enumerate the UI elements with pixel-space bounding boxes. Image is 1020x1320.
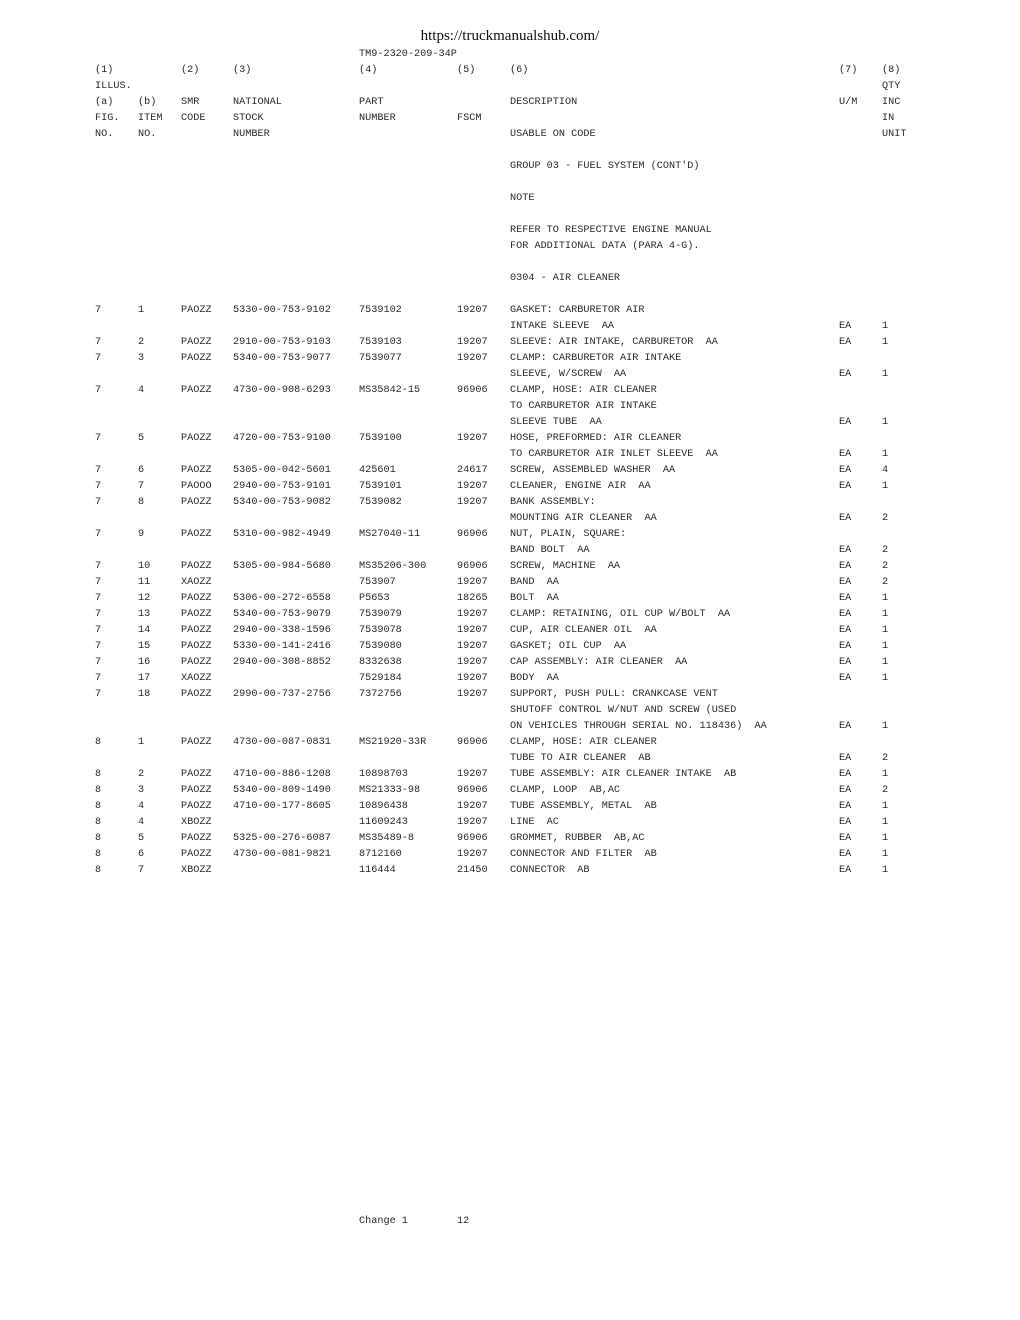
quantity: 1: [882, 449, 889, 460]
part-number: 10896438: [359, 801, 408, 812]
unit-of-measure: EA: [839, 721, 852, 732]
header-col-um: (7): [839, 65, 858, 76]
fscm-code: 19207: [457, 849, 488, 860]
item-number: 2: [138, 769, 145, 780]
part-description: GROMMET, RUBBER AB,AC: [510, 833, 645, 844]
fscm-code: 96906: [457, 561, 488, 572]
fig-number: 7: [95, 625, 102, 636]
quantity: 1: [882, 593, 889, 604]
smr-code: XBOZZ: [181, 865, 212, 876]
part-description: INTAKE SLEEVE AA: [510, 321, 614, 332]
national-stock-number: 2940-00-753-9101: [233, 481, 331, 492]
item-number: 3: [138, 353, 145, 364]
fscm-code: 19207: [457, 801, 488, 812]
header-col-um: U/M: [839, 97, 858, 108]
header-col-item: (b): [138, 97, 157, 108]
header-col-qty: UNIT: [882, 129, 907, 140]
fig-number: 7: [95, 497, 102, 508]
header-col-nsn: STOCK: [233, 113, 264, 124]
national-stock-number: 4720-00-753-9100: [233, 433, 331, 444]
smr-code: PAOZZ: [181, 641, 212, 652]
fig-number: 8: [95, 817, 102, 828]
national-stock-number: 5310-00-982-4949: [233, 529, 331, 540]
smr-code: PAOZZ: [181, 737, 212, 748]
part-description: SCREW, MACHINE AA: [510, 561, 621, 572]
unit-of-measure: EA: [839, 865, 852, 876]
fscm-code: 19207: [457, 689, 488, 700]
smr-code: PAOZZ: [181, 657, 212, 668]
quantity: 1: [882, 673, 889, 684]
part-number: 8712160: [359, 849, 402, 860]
quantity: 1: [882, 721, 889, 732]
quantity: 2: [882, 561, 889, 572]
part-description: CLAMP, LOOP AB,AC: [510, 785, 621, 796]
national-stock-number: 4730-00-081-9821: [233, 849, 331, 860]
part-description: TO CARBURETOR AIR INTAKE: [510, 401, 657, 412]
fscm-code: 24617: [457, 465, 488, 476]
smr-code: XAOZZ: [181, 577, 212, 588]
header-col-desc: USABLE ON CODE: [510, 129, 596, 140]
part-description: BODY AA: [510, 673, 559, 684]
item-number: 18: [138, 689, 151, 700]
national-stock-number: 4730-00-908-6293: [233, 385, 331, 396]
item-number: 8: [138, 497, 145, 508]
part-number: 7539078: [359, 625, 402, 636]
section-note-line: NOTE: [510, 193, 535, 204]
part-number: MS35489-8: [359, 833, 415, 844]
part-number: 7539100: [359, 433, 402, 444]
fscm-code: 19207: [457, 657, 488, 668]
header-col-smr: SMR: [181, 97, 200, 108]
part-description: SUPPORT, PUSH PULL: CRANKCASE VENT: [510, 689, 718, 700]
unit-of-measure: EA: [839, 625, 852, 636]
part-number: 7539079: [359, 609, 402, 620]
part-number: 7372756: [359, 689, 402, 700]
part-number: 7539077: [359, 353, 402, 364]
smr-code: PAOZZ: [181, 769, 212, 780]
item-number: 4: [138, 385, 145, 396]
section-note-line: REFER TO RESPECTIVE ENGINE MANUAL: [510, 225, 712, 236]
quantity: 1: [882, 609, 889, 620]
part-description: BAND BOLT AA: [510, 545, 590, 556]
part-description: GASKET; OIL CUP AA: [510, 641, 627, 652]
part-description: TO CARBURETOR AIR INLET SLEEVE AA: [510, 449, 718, 460]
fscm-code: 21450: [457, 865, 488, 876]
fig-number: 8: [95, 785, 102, 796]
quantity: 1: [882, 801, 889, 812]
smr-code: PAOZZ: [181, 529, 212, 540]
header-col-smr: CODE: [181, 113, 206, 124]
smr-code: PAOZZ: [181, 609, 212, 620]
quantity: 2: [882, 545, 889, 556]
part-description: CLAMP, HOSE: AIR CLEANER: [510, 385, 657, 396]
part-description: SLEEVE TUBE AA: [510, 417, 602, 428]
quantity: 1: [882, 417, 889, 428]
smr-code: PAOZZ: [181, 385, 212, 396]
part-number: 425601: [359, 465, 396, 476]
quantity: 1: [882, 657, 889, 668]
header-col-fig: NO.: [95, 129, 114, 140]
header-col-nsn: NATIONAL: [233, 97, 282, 108]
national-stock-number: 5340-00-753-9082: [233, 497, 331, 508]
unit-of-measure: EA: [839, 465, 852, 476]
unit-of-measure: EA: [839, 817, 852, 828]
part-description: CLAMP: RETAINING, OIL CUP W/BOLT AA: [510, 609, 731, 620]
unit-of-measure: EA: [839, 609, 852, 620]
header-col-fig: ILLUS.: [95, 81, 132, 92]
fig-number: 7: [95, 385, 102, 396]
item-number: 16: [138, 657, 151, 668]
unit-of-measure: EA: [839, 769, 852, 780]
header-col-part: (4): [359, 65, 378, 76]
fig-number: 7: [95, 593, 102, 604]
part-number: P5653: [359, 593, 390, 604]
header-col-qty: (8): [882, 65, 901, 76]
part-description: SLEEVE: AIR INTAKE, CARBURETOR AA: [510, 337, 718, 348]
unit-of-measure: EA: [839, 753, 852, 764]
smr-code: PAOZZ: [181, 305, 212, 316]
fig-number: 7: [95, 641, 102, 652]
unit-of-measure: EA: [839, 593, 852, 604]
part-description: LINE AC: [510, 817, 559, 828]
header-col-qty: INC: [882, 97, 901, 108]
smr-code: XBOZZ: [181, 817, 212, 828]
quantity: 2: [882, 785, 889, 796]
smr-code: PAOZZ: [181, 801, 212, 812]
part-description: TUBE ASSEMBLY, METAL AB: [510, 801, 657, 812]
part-description: NUT, PLAIN, SQUARE:: [510, 529, 627, 540]
fig-number: 8: [95, 849, 102, 860]
section-note-line: 0304 - AIR CLEANER: [510, 273, 621, 284]
part-description: SCREW, ASSEMBLED WASHER AA: [510, 465, 676, 476]
header-col-qty: IN: [882, 113, 895, 124]
quantity: 1: [882, 833, 889, 844]
quantity: 2: [882, 513, 889, 524]
quantity: 1: [882, 769, 889, 780]
unit-of-measure: EA: [839, 785, 852, 796]
fscm-code: 19207: [457, 609, 488, 620]
fig-number: 8: [95, 865, 102, 876]
item-number: 3: [138, 785, 145, 796]
national-stock-number: 4710-00-886-1208: [233, 769, 331, 780]
fscm-code: 96906: [457, 737, 488, 748]
site-url-link[interactable]: https://truckmanualshub.com/: [420, 28, 600, 44]
national-stock-number: 5330-00-141-2416: [233, 641, 331, 652]
unit-of-measure: EA: [839, 849, 852, 860]
smr-code: PAOZZ: [181, 353, 212, 364]
header-col-item: NO.: [138, 129, 157, 140]
smr-code: PAOZZ: [181, 849, 212, 860]
smr-code: PAOZZ: [181, 689, 212, 700]
part-description: TUBE ASSEMBLY: AIR CLEANER INTAKE AB: [510, 769, 737, 780]
footer-change-label: Change 1: [359, 1216, 408, 1227]
item-number: 1: [138, 737, 145, 748]
document-id: TM9-2320-209-34P: [359, 49, 457, 60]
item-number: 14: [138, 625, 151, 636]
header-col-fig: (1): [95, 65, 114, 76]
unit-of-measure: EA: [839, 481, 852, 492]
fig-number: 8: [95, 801, 102, 812]
fig-number: 7: [95, 609, 102, 620]
item-number: 10: [138, 561, 151, 572]
smr-code: XAOZZ: [181, 673, 212, 684]
header-col-part: NUMBER: [359, 113, 396, 124]
fscm-code: 19207: [457, 353, 488, 364]
fig-number: 7: [95, 561, 102, 572]
item-number: 13: [138, 609, 151, 620]
quantity: 1: [882, 337, 889, 348]
national-stock-number: 2940-00-308-8852: [233, 657, 331, 668]
unit-of-measure: EA: [839, 417, 852, 428]
part-description: CONNECTOR AND FILTER AB: [510, 849, 657, 860]
smr-code: PAOZZ: [181, 433, 212, 444]
item-number: 6: [138, 849, 145, 860]
header-col-nsn: NUMBER: [233, 129, 270, 140]
part-number: 7529184: [359, 673, 402, 684]
fig-number: 7: [95, 337, 102, 348]
unit-of-measure: EA: [839, 449, 852, 460]
part-number: MS27040-11: [359, 529, 421, 540]
part-number: 7539082: [359, 497, 402, 508]
fscm-code: 96906: [457, 785, 488, 796]
quantity: 1: [882, 817, 889, 828]
quantity: 1: [882, 321, 889, 332]
page-number: 12: [457, 1216, 470, 1227]
unit-of-measure: EA: [839, 657, 852, 668]
quantity: 1: [882, 849, 889, 860]
part-description: GASKET: CARBURETOR AIR: [510, 305, 645, 316]
fscm-code: 19207: [457, 641, 488, 652]
smr-code: PAOZZ: [181, 497, 212, 508]
fscm-code: 19207: [457, 625, 488, 636]
part-description: CLAMP, HOSE: AIR CLEANER: [510, 737, 657, 748]
section-note-line: FOR ADDITIONAL DATA (PARA 4-G).: [510, 241, 700, 252]
unit-of-measure: EA: [839, 673, 852, 684]
smr-code: PAOZZ: [181, 337, 212, 348]
smr-code: PAOZZ: [181, 593, 212, 604]
fscm-code: 19207: [457, 817, 488, 828]
part-description: BOLT AA: [510, 593, 559, 604]
fscm-code: 19207: [457, 337, 488, 348]
part-number: 753907: [359, 577, 396, 588]
header-col-part: PART: [359, 97, 384, 108]
part-number: MS21920-33R: [359, 737, 427, 748]
part-description: CUP, AIR CLEANER OIL AA: [510, 625, 657, 636]
unit-of-measure: EA: [839, 561, 852, 572]
header-col-desc: (6): [510, 65, 529, 76]
fig-number: 7: [95, 529, 102, 540]
fscm-code: 96906: [457, 385, 488, 396]
header-col-smr: (2): [181, 65, 200, 76]
part-description: CLAMP: CARBURETOR AIR INTAKE: [510, 353, 682, 364]
fig-number: 7: [95, 305, 102, 316]
national-stock-number: 5330-00-753-9102: [233, 305, 331, 316]
national-stock-number: 5305-00-984-5680: [233, 561, 331, 572]
quantity: 4: [882, 465, 889, 476]
fscm-code: 19207: [457, 433, 488, 444]
header-col-qty: QTY: [882, 81, 901, 92]
item-number: 5: [138, 433, 145, 444]
smr-code: PAOOO: [181, 481, 212, 492]
part-number: 8332638: [359, 657, 402, 668]
item-number: 12: [138, 593, 151, 604]
national-stock-number: 2940-00-338-1596: [233, 625, 331, 636]
fig-number: 8: [95, 769, 102, 780]
header-col-fscm: (5): [457, 65, 476, 76]
part-number: 116444: [359, 865, 396, 876]
unit-of-measure: EA: [839, 369, 852, 380]
item-number: 6: [138, 465, 145, 476]
fig-number: 7: [95, 673, 102, 684]
unit-of-measure: EA: [839, 513, 852, 524]
national-stock-number: 2990-00-737-2756: [233, 689, 331, 700]
part-description: BANK ASSEMBLY:: [510, 497, 596, 508]
unit-of-measure: EA: [839, 321, 852, 332]
part-description: ON VEHICLES THROUGH SERIAL NO. 118436) AA: [510, 721, 767, 732]
fscm-code: 19207: [457, 769, 488, 780]
smr-code: PAOZZ: [181, 785, 212, 796]
part-description: TUBE TO AIR CLEANER AB: [510, 753, 651, 764]
fscm-code: 19207: [457, 305, 488, 316]
quantity: 1: [882, 369, 889, 380]
section-note-line: GROUP 03 - FUEL SYSTEM (CONT'D): [510, 161, 700, 172]
header-col-desc: DESCRIPTION: [510, 97, 578, 108]
item-number: 4: [138, 801, 145, 812]
unit-of-measure: EA: [839, 833, 852, 844]
item-number: 2: [138, 337, 145, 348]
quantity: 1: [882, 865, 889, 876]
part-number: 7539103: [359, 337, 402, 348]
header-col-item: ITEM: [138, 113, 163, 124]
fig-number: 7: [95, 433, 102, 444]
item-number: 15: [138, 641, 151, 652]
national-stock-number: 5340-00-753-9079: [233, 609, 331, 620]
fscm-code: 19207: [457, 577, 488, 588]
national-stock-number: 5340-00-753-9077: [233, 353, 331, 364]
item-number: 9: [138, 529, 145, 540]
fscm-code: 96906: [457, 833, 488, 844]
item-number: 1: [138, 305, 145, 316]
part-number: MS35842-15: [359, 385, 421, 396]
part-description: HOSE, PREFORMED: AIR CLEANER: [510, 433, 682, 444]
national-stock-number: 5305-00-042-5601: [233, 465, 331, 476]
part-description: CONNECTOR AB: [510, 865, 590, 876]
fig-number: 7: [95, 353, 102, 364]
national-stock-number: 5306-00-272-6558: [233, 593, 331, 604]
fig-number: 7: [95, 465, 102, 476]
national-stock-number: 4710-00-177-8605: [233, 801, 331, 812]
part-description: SHUTOFF CONTROL W/NUT AND SCREW (USED: [510, 705, 737, 716]
part-number: 7539101: [359, 481, 402, 492]
unit-of-measure: EA: [839, 545, 852, 556]
fscm-code: 96906: [457, 529, 488, 540]
unit-of-measure: EA: [839, 801, 852, 812]
fig-number: 8: [95, 737, 102, 748]
part-description: CAP ASSEMBLY: AIR CLEANER AA: [510, 657, 688, 668]
fscm-code: 19207: [457, 481, 488, 492]
national-stock-number: 5325-00-276-6087: [233, 833, 331, 844]
fig-number: 7: [95, 481, 102, 492]
part-description: BAND AA: [510, 577, 559, 588]
unit-of-measure: EA: [839, 337, 852, 348]
part-description: SLEEVE, W/SCREW AA: [510, 369, 627, 380]
item-number: 5: [138, 833, 145, 844]
smr-code: PAOZZ: [181, 465, 212, 476]
unit-of-measure: EA: [839, 641, 852, 652]
header-col-fscm: FSCM: [457, 113, 482, 124]
part-number: MS35206-300: [359, 561, 427, 572]
part-number: 7539102: [359, 305, 402, 316]
item-number: 7: [138, 865, 145, 876]
quantity: 2: [882, 753, 889, 764]
quantity: 1: [882, 625, 889, 636]
smr-code: PAOZZ: [181, 833, 212, 844]
header-col-nsn: (3): [233, 65, 252, 76]
fig-number: 7: [95, 577, 102, 588]
part-number: 7539080: [359, 641, 402, 652]
fscm-code: 19207: [457, 497, 488, 508]
part-description: MOUNTING AIR CLEANER AA: [510, 513, 657, 524]
national-stock-number: 4730-00-087-0831: [233, 737, 331, 748]
item-number: 11: [138, 577, 151, 588]
fig-number: 7: [95, 689, 102, 700]
part-number: 11609243: [359, 817, 408, 828]
item-number: 4: [138, 817, 145, 828]
unit-of-measure: EA: [839, 577, 852, 588]
quantity: 2: [882, 577, 889, 588]
part-number: MS21333-98: [359, 785, 421, 796]
national-stock-number: 5340-00-809-1490: [233, 785, 331, 796]
fig-number: 8: [95, 833, 102, 844]
national-stock-number: 2910-00-753-9103: [233, 337, 331, 348]
smr-code: PAOZZ: [181, 561, 212, 572]
part-description: CLEANER, ENGINE AIR AA: [510, 481, 651, 492]
quantity: 1: [882, 641, 889, 652]
fscm-code: 18265: [457, 593, 488, 604]
header-col-fig: FIG.: [95, 113, 120, 124]
smr-code: PAOZZ: [181, 625, 212, 636]
fscm-code: 19207: [457, 673, 488, 684]
item-number: 7: [138, 481, 145, 492]
header-col-fig: (a): [95, 97, 114, 108]
quantity: 1: [882, 481, 889, 492]
fig-number: 7: [95, 657, 102, 668]
part-number: 10898703: [359, 769, 408, 780]
item-number: 17: [138, 673, 151, 684]
